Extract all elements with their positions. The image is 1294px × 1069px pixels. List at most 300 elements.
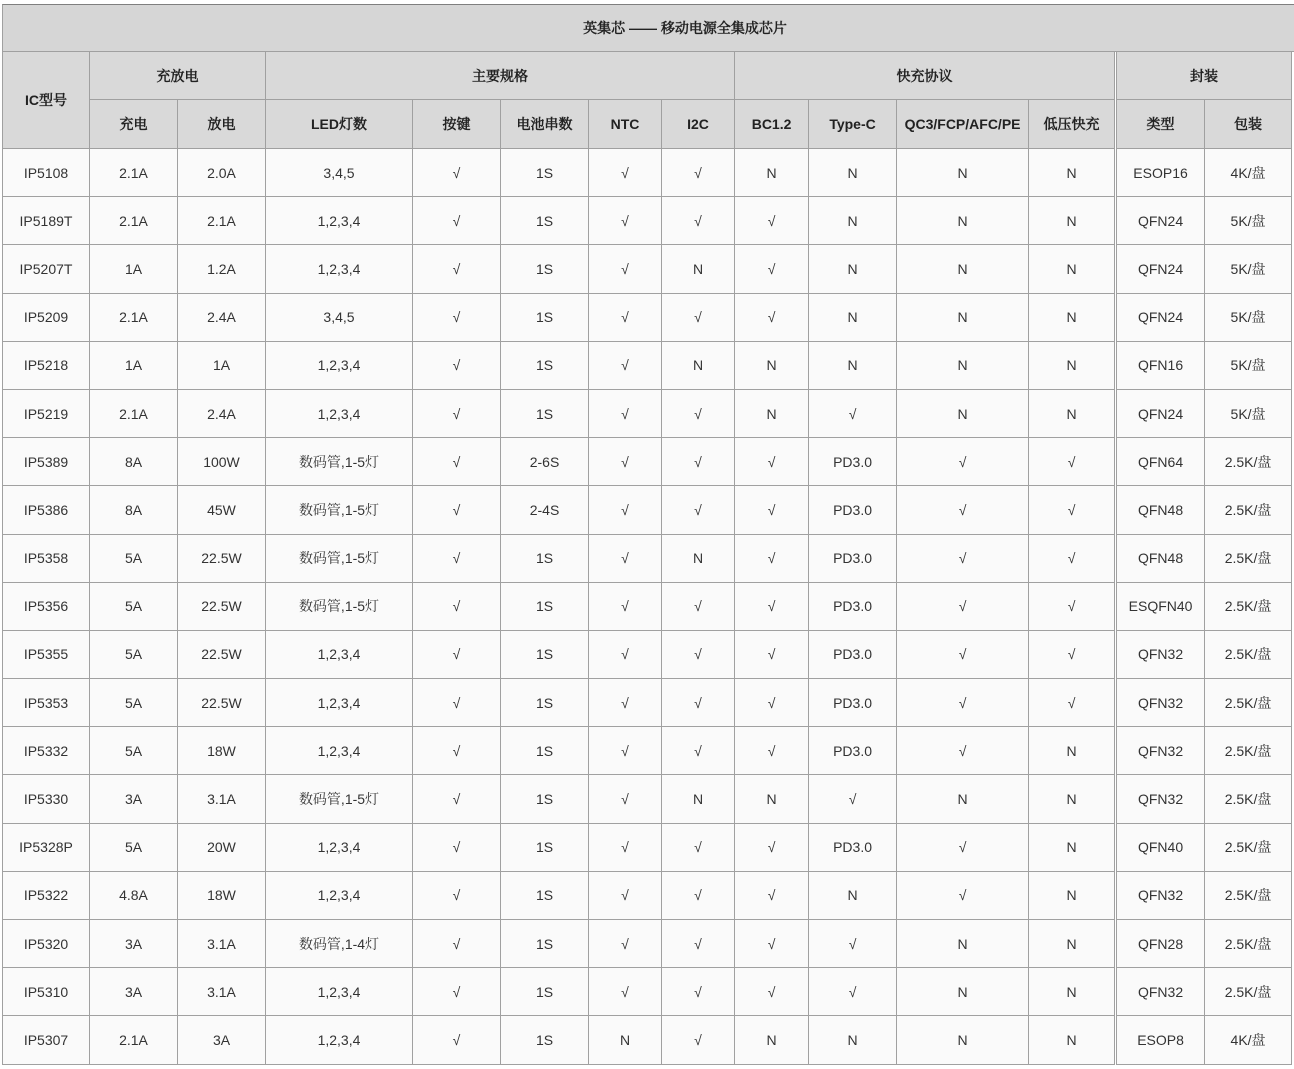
cell-discharge: 1A [178, 341, 266, 389]
cell-discharge: 18W [178, 727, 266, 775]
cell-low-voltage-fast-charge: √ [1029, 486, 1116, 534]
cell-low-voltage-fast-charge: N [1029, 823, 1116, 871]
cell-package-type: ESOP8 [1116, 1016, 1205, 1064]
cell-bc12: √ [735, 823, 809, 871]
cell-ic-model: IP5330 [3, 775, 90, 823]
cell-packing: 2.5K/盘 [1205, 582, 1292, 630]
cell-charge: 2.1A [90, 389, 178, 437]
table-row [3, 293, 1292, 341]
cell-charge: 4.8A [90, 871, 178, 919]
cell-charge: 5A [90, 630, 178, 678]
cell-i2c: √ [662, 823, 735, 871]
cell-led-count: 1,2,3,4 [266, 245, 413, 293]
cell-charge: 5A [90, 679, 178, 727]
cell-button: √ [413, 727, 501, 775]
cell-i2c: √ [662, 582, 735, 630]
cell-packing: 5K/盘 [1205, 341, 1292, 389]
cell-package-type: QFN48 [1116, 534, 1205, 582]
cell-battery-series: 1S [501, 630, 589, 678]
cell-ic-model: IP5108 [3, 149, 90, 197]
cell-ic-model: IP5307 [3, 1016, 90, 1064]
cell-discharge: 18W [178, 871, 266, 919]
cell-low-voltage-fast-charge: N [1029, 1016, 1116, 1064]
cell-ntc: √ [589, 438, 662, 486]
cell-button: √ [413, 679, 501, 727]
cell-low-voltage-fast-charge: N [1029, 727, 1116, 775]
cell-button: √ [413, 630, 501, 678]
cell-i2c: N [662, 245, 735, 293]
cell-battery-series: 1S [501, 582, 589, 630]
table-row [3, 920, 1292, 968]
cell-packing: 4K/盘 [1205, 1016, 1292, 1064]
cell-low-voltage-fast-charge: N [1029, 293, 1116, 341]
cell-battery-series: 1S [501, 679, 589, 727]
cell-battery-series: 2-6S [501, 438, 589, 486]
cell-charge: 5A [90, 582, 178, 630]
cell-qc-protocols: N [897, 341, 1029, 389]
cell-battery-series: 2-4S [501, 486, 589, 534]
cell-charge: 2.1A [90, 1016, 178, 1064]
cell-ic-model: IP5355 [3, 630, 90, 678]
header-type-c: Type-C [809, 100, 897, 149]
cell-discharge: 2.4A [178, 389, 266, 437]
cell-button: √ [413, 438, 501, 486]
cell-i2c: √ [662, 293, 735, 341]
cell-ntc: √ [589, 630, 662, 678]
cell-qc-protocols: N [897, 197, 1029, 245]
cell-bc12: √ [735, 293, 809, 341]
header-row-columns [3, 100, 1292, 149]
cell-charge: 3A [90, 968, 178, 1016]
cell-battery-series: 1S [501, 823, 589, 871]
cell-type-c: N [809, 341, 897, 389]
cell-bc12: √ [735, 968, 809, 1016]
cell-button: √ [413, 823, 501, 871]
cell-battery-series: 1S [501, 197, 589, 245]
cell-packing: 2.5K/盘 [1205, 679, 1292, 727]
cell-discharge: 3.1A [178, 775, 266, 823]
cell-ic-model: IP5328P [3, 823, 90, 871]
cell-package-type: QFN32 [1116, 968, 1205, 1016]
cell-ic-model: IP5310 [3, 968, 90, 1016]
cell-charge: 2.1A [90, 293, 178, 341]
cell-package-type: QFN32 [1116, 775, 1205, 823]
cell-bc12: √ [735, 871, 809, 919]
cell-package-type: QFN32 [1116, 871, 1205, 919]
cell-ntc: √ [589, 293, 662, 341]
cell-qc-protocols: √ [897, 438, 1029, 486]
cell-bc12: √ [735, 582, 809, 630]
table-row [3, 341, 1292, 389]
cell-battery-series: 1S [501, 920, 589, 968]
cell-ic-model: IP5322 [3, 871, 90, 919]
cell-ntc: √ [589, 341, 662, 389]
cell-i2c: √ [662, 149, 735, 197]
cell-ntc: √ [589, 871, 662, 919]
cell-qc-protocols: N [897, 1016, 1029, 1064]
cell-discharge: 2.4A [178, 293, 266, 341]
cell-i2c: √ [662, 727, 735, 775]
header-button: 按键 [413, 100, 501, 149]
cell-discharge: 45W [178, 486, 266, 534]
cell-type-c: PD3.0 [809, 438, 897, 486]
cell-button: √ [413, 341, 501, 389]
cell-button: √ [413, 486, 501, 534]
cell-type-c: PD3.0 [809, 727, 897, 775]
cell-i2c: √ [662, 920, 735, 968]
cell-ic-model: IP5386 [3, 486, 90, 534]
cell-type-c: N [809, 871, 897, 919]
cell-i2c: N [662, 775, 735, 823]
cell-qc-protocols: √ [897, 630, 1029, 678]
cell-ic-model: IP5353 [3, 679, 90, 727]
cell-packing: 2.5K/盘 [1205, 486, 1292, 534]
cell-package-type: QFN32 [1116, 727, 1205, 775]
cell-discharge: 22.5W [178, 582, 266, 630]
cell-packing: 5K/盘 [1205, 245, 1292, 293]
header-row-groups [3, 52, 1292, 100]
cell-qc-protocols: √ [897, 871, 1029, 919]
cell-packing: 2.5K/盘 [1205, 823, 1292, 871]
header-group-main-specs: 主要规格 [266, 52, 735, 100]
table-header [3, 52, 1292, 149]
cell-low-voltage-fast-charge: √ [1029, 582, 1116, 630]
cell-package-type: QFN48 [1116, 486, 1205, 534]
header-qc-protocols: QC3/FCP/AFC/PE [897, 100, 1029, 149]
cell-ntc: √ [589, 389, 662, 437]
cell-charge: 5A [90, 534, 178, 582]
cell-ntc: N [589, 1016, 662, 1064]
cell-low-voltage-fast-charge: N [1029, 871, 1116, 919]
cell-package-type: ESQFN40 [1116, 582, 1205, 630]
cell-discharge: 3A [178, 1016, 266, 1064]
cell-led-count: 1,2,3,4 [266, 727, 413, 775]
header-packing: 包装 [1205, 100, 1292, 149]
cell-packing: 2.5K/盘 [1205, 534, 1292, 582]
cell-i2c: √ [662, 486, 735, 534]
cell-led-count: 1,2,3,4 [266, 823, 413, 871]
cell-type-c: √ [809, 920, 897, 968]
header-i2c: I2C [662, 100, 735, 149]
cell-battery-series: 1S [501, 149, 589, 197]
cell-button: √ [413, 920, 501, 968]
cell-bc12: √ [735, 920, 809, 968]
table-row [3, 438, 1292, 486]
cell-qc-protocols: N [897, 293, 1029, 341]
header-battery-series: 电池串数 [501, 100, 589, 149]
table-row [3, 727, 1292, 775]
cell-type-c: PD3.0 [809, 679, 897, 727]
cell-ic-model: IP5356 [3, 582, 90, 630]
table-title: 英集芯 —— 移动电源全集成芯片 [583, 20, 787, 36]
cell-qc-protocols: √ [897, 582, 1029, 630]
cell-button: √ [413, 389, 501, 437]
cell-bc12: √ [735, 727, 809, 775]
header-group-package: 封装 [1116, 52, 1292, 100]
table-row [3, 245, 1292, 293]
cell-i2c: √ [662, 1016, 735, 1064]
cell-charge: 3A [90, 775, 178, 823]
cell-qc-protocols: N [897, 775, 1029, 823]
table-title-bar [2, 4, 1294, 52]
cell-type-c: N [809, 149, 897, 197]
cell-bc12: N [735, 341, 809, 389]
cell-bc12: √ [735, 197, 809, 245]
cell-led-count: 1,2,3,4 [266, 679, 413, 727]
cell-led-count: 数码管,1-5灯 [266, 438, 413, 486]
cell-low-voltage-fast-charge: N [1029, 245, 1116, 293]
cell-charge: 2.1A [90, 197, 178, 245]
cell-packing: 2.5K/盘 [1205, 630, 1292, 678]
cell-button: √ [413, 197, 501, 245]
cell-led-count: 数码管,1-5灯 [266, 775, 413, 823]
cell-charge: 5A [90, 823, 178, 871]
cell-discharge: 22.5W [178, 679, 266, 727]
cell-package-type: QFN24 [1116, 197, 1205, 245]
table-row [3, 968, 1292, 1016]
cell-discharge: 22.5W [178, 534, 266, 582]
cell-ic-model: IP5389 [3, 438, 90, 486]
cell-i2c: √ [662, 197, 735, 245]
cell-i2c: √ [662, 389, 735, 437]
cell-ntc: √ [589, 197, 662, 245]
cell-package-type: QFN32 [1116, 630, 1205, 678]
cell-battery-series: 1S [501, 1016, 589, 1064]
cell-ntc: √ [589, 149, 662, 197]
cell-packing: 4K/盘 [1205, 149, 1292, 197]
cell-button: √ [413, 149, 501, 197]
cell-discharge: 3.1A [178, 920, 266, 968]
cell-ic-model: IP5358 [3, 534, 90, 582]
cell-low-voltage-fast-charge: N [1029, 149, 1116, 197]
cell-package-type: QFN24 [1116, 245, 1205, 293]
cell-i2c: √ [662, 679, 735, 727]
cell-discharge: 1.2A [178, 245, 266, 293]
cell-low-voltage-fast-charge: √ [1029, 630, 1116, 678]
cell-packing: 2.5K/盘 [1205, 775, 1292, 823]
cell-charge: 2.1A [90, 149, 178, 197]
cell-bc12: √ [735, 486, 809, 534]
header-low-voltage-fast-charge: 低压快充 [1029, 100, 1116, 149]
cell-led-count: 1,2,3,4 [266, 871, 413, 919]
cell-ntc: √ [589, 245, 662, 293]
cell-package-type: QFN16 [1116, 341, 1205, 389]
cell-ic-model: IP5219 [3, 389, 90, 437]
cell-discharge: 2.1A [178, 197, 266, 245]
cell-low-voltage-fast-charge: N [1029, 775, 1116, 823]
cell-packing: 2.5K/盘 [1205, 438, 1292, 486]
cell-led-count: 数码管,1-5灯 [266, 486, 413, 534]
chip-spec-table [2, 51, 1292, 1065]
cell-packing: 5K/盘 [1205, 389, 1292, 437]
cell-led-count: 1,2,3,4 [266, 197, 413, 245]
cell-qc-protocols: N [897, 245, 1029, 293]
cell-ntc: √ [589, 775, 662, 823]
cell-button: √ [413, 871, 501, 919]
cell-low-voltage-fast-charge: √ [1029, 679, 1116, 727]
header-group-fast-charge: 快充协议 [735, 52, 1116, 100]
table-row [3, 630, 1292, 678]
cell-packing: 2.5K/盘 [1205, 968, 1292, 1016]
cell-qc-protocols: √ [897, 727, 1029, 775]
cell-charge: 1A [90, 341, 178, 389]
cell-discharge: 2.0A [178, 149, 266, 197]
cell-button: √ [413, 775, 501, 823]
cell-ntc: √ [589, 968, 662, 1016]
cell-ic-model: IP5189T [3, 197, 90, 245]
cell-led-count: 1,2,3,4 [266, 630, 413, 678]
cell-led-count: 3,4,5 [266, 293, 413, 341]
cell-charge: 5A [90, 727, 178, 775]
cell-low-voltage-fast-charge: N [1029, 968, 1116, 1016]
cell-low-voltage-fast-charge: √ [1029, 438, 1116, 486]
cell-i2c: √ [662, 438, 735, 486]
cell-type-c: N [809, 245, 897, 293]
cell-package-type: QFN24 [1116, 389, 1205, 437]
header-discharge: 放电 [178, 100, 266, 149]
cell-led-count: 1,2,3,4 [266, 1016, 413, 1064]
cell-bc12: √ [735, 438, 809, 486]
cell-battery-series: 1S [501, 245, 589, 293]
cell-i2c: N [662, 534, 735, 582]
cell-ic-model: IP5218 [3, 341, 90, 389]
table-row [3, 582, 1292, 630]
table-row [3, 823, 1292, 871]
header-ic-model: IC型号 [3, 52, 90, 149]
cell-charge: 8A [90, 438, 178, 486]
cell-ntc: √ [589, 823, 662, 871]
cell-bc12: √ [735, 534, 809, 582]
cell-type-c: PD3.0 [809, 534, 897, 582]
cell-button: √ [413, 1016, 501, 1064]
cell-discharge: 3.1A [178, 968, 266, 1016]
table-row [3, 486, 1292, 534]
cell-ntc: √ [589, 486, 662, 534]
cell-packing: 2.5K/盘 [1205, 727, 1292, 775]
cell-led-count: 数码管,1-5灯 [266, 534, 413, 582]
table-row [3, 197, 1292, 245]
header-ntc: NTC [589, 100, 662, 149]
cell-package-type: ESOP16 [1116, 149, 1205, 197]
cell-qc-protocols: N [897, 149, 1029, 197]
header-charge: 充电 [90, 100, 178, 149]
cell-battery-series: 1S [501, 775, 589, 823]
cell-packing: 5K/盘 [1205, 197, 1292, 245]
header-package-type: 类型 [1116, 100, 1205, 149]
cell-discharge: 20W [178, 823, 266, 871]
cell-discharge: 22.5W [178, 630, 266, 678]
cell-type-c: √ [809, 775, 897, 823]
cell-type-c: PD3.0 [809, 823, 897, 871]
cell-bc12: N [735, 149, 809, 197]
table-row [3, 149, 1292, 197]
cell-bc12: N [735, 1016, 809, 1064]
cell-bc12: √ [735, 679, 809, 727]
cell-led-count: 1,2,3,4 [266, 968, 413, 1016]
cell-led-count: 1,2,3,4 [266, 389, 413, 437]
table-row [3, 1016, 1292, 1064]
cell-type-c: √ [809, 968, 897, 1016]
cell-i2c: √ [662, 630, 735, 678]
cell-bc12: √ [735, 245, 809, 293]
cell-led-count: 3,4,5 [266, 149, 413, 197]
cell-led-count: 数码管,1-5灯 [266, 582, 413, 630]
table-row [3, 871, 1292, 919]
cell-ic-model: IP5332 [3, 727, 90, 775]
cell-battery-series: 1S [501, 293, 589, 341]
header-bc12: BC1.2 [735, 100, 809, 149]
table-row [3, 389, 1292, 437]
cell-led-count: 数码管,1-4灯 [266, 920, 413, 968]
cell-qc-protocols: √ [897, 534, 1029, 582]
cell-ntc: √ [589, 679, 662, 727]
cell-package-type: QFN32 [1116, 679, 1205, 727]
cell-package-type: QFN64 [1116, 438, 1205, 486]
cell-button: √ [413, 968, 501, 1016]
cell-qc-protocols: N [897, 920, 1029, 968]
cell-qc-protocols: √ [897, 679, 1029, 727]
cell-button: √ [413, 582, 501, 630]
table-body [3, 149, 1292, 1065]
cell-low-voltage-fast-charge: N [1029, 920, 1116, 968]
cell-i2c: N [662, 341, 735, 389]
cell-bc12: N [735, 775, 809, 823]
cell-type-c: N [809, 197, 897, 245]
cell-battery-series: 1S [501, 968, 589, 1016]
cell-low-voltage-fast-charge: N [1029, 389, 1116, 437]
cell-bc12: √ [735, 630, 809, 678]
cell-low-voltage-fast-charge: N [1029, 197, 1116, 245]
cell-ic-model: IP5209 [3, 293, 90, 341]
header-group-charge-discharge: 充放电 [90, 52, 266, 100]
table-row [3, 679, 1292, 727]
cell-battery-series: 1S [501, 727, 589, 775]
cell-battery-series: 1S [501, 341, 589, 389]
cell-packing: 2.5K/盘 [1205, 920, 1292, 968]
cell-charge: 3A [90, 920, 178, 968]
cell-led-count: 1,2,3,4 [266, 341, 413, 389]
cell-i2c: √ [662, 871, 735, 919]
cell-ntc: √ [589, 920, 662, 968]
cell-type-c: N [809, 293, 897, 341]
cell-type-c: PD3.0 [809, 486, 897, 534]
cell-ntc: √ [589, 534, 662, 582]
header-led-count: LED灯数 [266, 100, 413, 149]
cell-type-c: PD3.0 [809, 582, 897, 630]
cell-packing: 2.5K/盘 [1205, 871, 1292, 919]
cell-qc-protocols: N [897, 389, 1029, 437]
cell-package-type: QFN40 [1116, 823, 1205, 871]
cell-packing: 5K/盘 [1205, 293, 1292, 341]
cell-battery-series: 1S [501, 534, 589, 582]
table-row [3, 775, 1292, 823]
cell-button: √ [413, 534, 501, 582]
cell-bc12: N [735, 389, 809, 437]
cell-battery-series: 1S [501, 389, 589, 437]
cell-ntc: √ [589, 582, 662, 630]
cell-qc-protocols: N [897, 968, 1029, 1016]
cell-battery-series: 1S [501, 871, 589, 919]
cell-type-c: PD3.0 [809, 630, 897, 678]
cell-qc-protocols: √ [897, 486, 1029, 534]
cell-type-c: N [809, 1016, 897, 1064]
cell-low-voltage-fast-charge: √ [1029, 534, 1116, 582]
cell-low-voltage-fast-charge: N [1029, 341, 1116, 389]
cell-ic-model: IP5320 [3, 920, 90, 968]
cell-charge: 1A [90, 245, 178, 293]
cell-button: √ [413, 293, 501, 341]
cell-discharge: 100W [178, 438, 266, 486]
